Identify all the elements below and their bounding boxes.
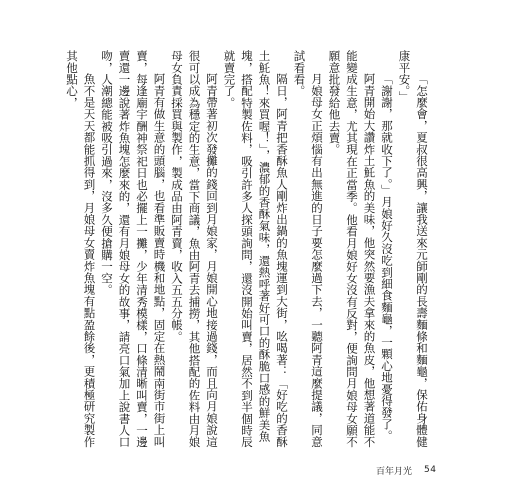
paragraph: 阿青開始大讚炸土魠魚的美味，他突然要漁夫拿來的魚皮，他想著道能不能變成生意，尤其現在正當季。他看月娘好女沒有反對，便詢問月娘母女願不願意批發給他去賣。 [327,50,377,448]
paragraph: 「怎麼會，夏叔很高興，讓我送來元師剛的長壽麵條和麵龜，保佑身體健康平安。」 [397,50,429,448]
paragraph: 阿青帶著初次發攤的錢回到月娘家，月娘開心地接過錢，而且向月娘說這很可以成為穩定的生意，當下商議，魚由阿青去捕撈，其他搭配的佐料由月娘母女負責採買與製作，製成品由阿青賣，收入五五分帳。 [170,50,219,448]
running-title: 百年月光 [376,466,413,477]
paragraph: 「謝謝，那就收下了。」月娘好久沒吃到細食麵龜，一顆心地憂得發了。 [380,73,394,442]
vertical-text-block [65,50,430,450]
paragraph: 阿青有做生意的頭腦，也看準販賣時機和地點，固定在熱鬧南街市街上叫賣，每逢廟宇酬神祭祀日也必擺上一攤，少年清秀模樣，口條清晰叫賣，一邊賣還一邊說著炸魚塊怎麼來的，還有月娘母女的故事，請亮口氣加上說書人口吻，人潮總能被吸引過來，沒多久便搶購一空。 [100,50,167,448]
paragraph: 隔日，阿青把香酥魚人剛炸出鍋的魚塊運到大街，吆喝著：「好吃的香酥土魠魚！來買喔！」，濃郁的香酥氣味，還熱呼著好可口的酥脆口感的鮮美魚塊，搭配特製佐料，吸引許多人探頭詢問，還沒開始叫賣，居然不到半個時辰就賣完了。 [222,50,289,448]
page-footer [376,462,436,478]
page-number: 54 [424,465,437,475]
paragraph: 月娘母女正煩惱有出無進的日子要怎麼過下去，一聽阿青這麼提議，同意試看看。 [292,50,324,448]
paragraph: 魚不是天天都能抓得到，月娘母女賣炸魚塊有點盈餘後，更積極研究製作其他點心， [65,50,97,448]
